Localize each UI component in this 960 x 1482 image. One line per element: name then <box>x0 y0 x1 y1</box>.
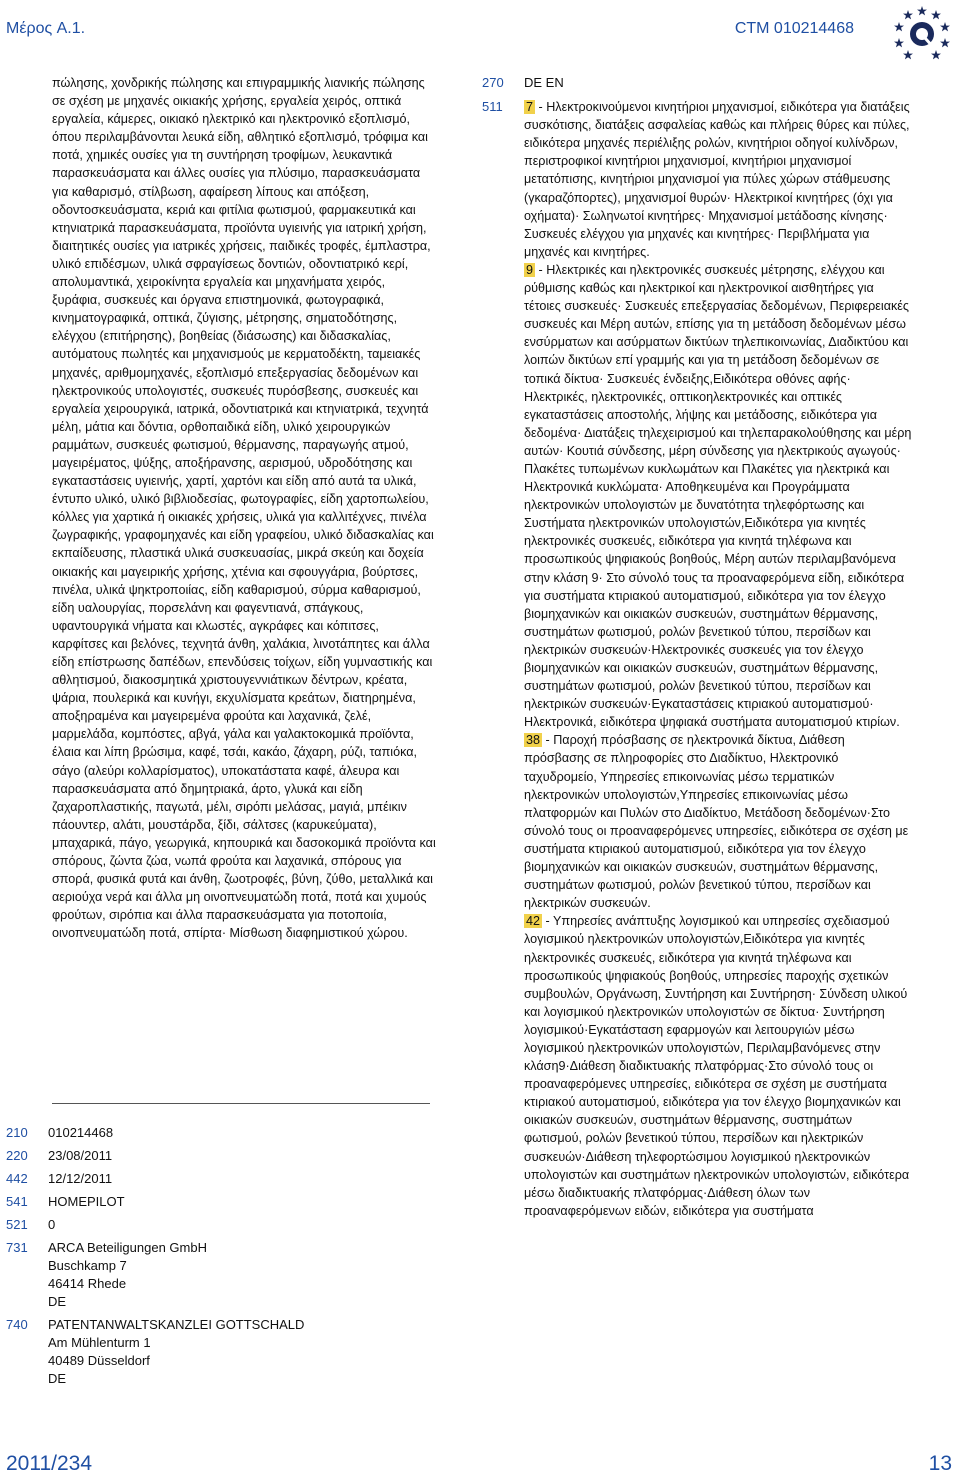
class-number-badge: 38 <box>526 733 541 748</box>
languages: DE EN <box>524 75 564 90</box>
part-label: Μέρος A.1. <box>6 20 86 37</box>
class-9 <box>524 261 912 731</box>
classes-column <box>482 74 912 1220</box>
meta-code: 731 <box>6 1240 28 1255</box>
class-description: - Παροχή πρόσβασης σε ηλεκτρονικά δίκτυα, Διάθεση πρόσβασης σε πληροφορίες στο Διαδίκτυο, Ηλεκτρονικό ταχυδρομείο, Υπηρεσίες επικοινωνίας μέσω τερματικών ηλεκτρονικών υπολογιστών,Υπηρεσίες επικοινωνίας μέσω πλατφορμών και Πυλών στο Διαδίκτυο, Μετάδοση δεδομένων·Στο σύνολό τους οι προαναφερόμενες υπηρεσίες, ειδικότερα σε σχέση με συστήματα κτιριακού αυτοματισμού, ειδικότερα για τον έλεγχο βιομηχανικών και οικιακών συσκευών, συστημάτων θέρμανσης, συστημάτων φωτισμού, ρολών βενετικού τύπου, περσίδων και ηλεκτρικών συσκευών. <box>524 733 909 911</box>
publication-date: 12/12/2011 <box>48 1171 113 1186</box>
class-description: - Ηλεκτροκινούμενοι κινητήριοι μηχανισμοί, ειδικότερα για διατάξεις συσκότισης, διατάξεις ασφαλείας καθώς και πλήρεις θύρες και πύλες, ειδικότερα μηχανές περιέλιξης ρολών, κινητήριοι οδηγοί κυλίνδρων, περιστροφικοί κινητήριοι μηχανισμοί, κινητήριοι μηχανισμοί μετατόπισης, κινητήριοι μηχανισμοί για πύλες χώρων στάθμευσης (γκαραζόπορτες), μηχανισμοί θυρών· Ηλεκτρικοί κινητήρες (όχι για οχήματα)· Σωληνωτοί κινητήρες· Μηχανισμοί μετάδοσης κίνησης· Συσκευές ελέγχου για μηχανές και κινητήρες· Περιβλήματα για μηχανές και κινητήρες. <box>524 100 910 259</box>
classes-body <box>524 98 912 1220</box>
meta-row-210 <box>6 1124 446 1142</box>
ctm-number: CTM 010214468 <box>734 20 854 37</box>
class-number-badge: 9 <box>526 262 534 277</box>
languages-row <box>482 74 912 92</box>
meta-code: 541 <box>6 1194 28 1209</box>
class-38 <box>524 731 912 912</box>
representative-address: PATENTANWALTSKANZLEI GOTTSCHALD Am Mühlenturm 1 40489 Düsseldorf DE <box>48 1317 305 1386</box>
metadata-list <box>6 1124 446 1393</box>
class-42 <box>524 912 912 1220</box>
class-number-badge: 7 <box>526 100 534 115</box>
meta-row-521 <box>6 1216 446 1234</box>
meta-row-740 <box>6 1316 446 1388</box>
class-number-badge: 42 <box>526 914 541 929</box>
meta-code: 521 <box>6 1217 28 1232</box>
meta-code: 210 <box>6 1125 28 1140</box>
ohim-logo-icon <box>892 4 952 64</box>
class-description: - Υπηρεσίες ανάπτυξης λογισμικού και υπηρεσίες σχεδιασμού λογισμικού ηλεκτρονικών υπολογιστών,Ειδικότερα για κινητές ηλεκτρονικές συσκευές, ειδικότερα για κινητά τηλέφωνα και προσωπικούς ψηφιακούς βοηθούς, υπηρεσίες παροχής σχετικών συμβουλών, Οργάνωση, Συντήρηση και Συντήρηση· Σύνδεση υλικού και λογισμικού ηλεκτρονικών υπολογιστών σε δίκτυα· Συντήρηση λογισμικού·Εγκατάσταση εφαρμογών και λειτουργιών μέσω λογισμικού ηλεκτρονικών υπολογιστών, Περιλαμβανόμενες στην κλάση9·Διάθεση διαδικτυακής πλατφόρμας·Στο σύνολό τους οι προαναφερόμενες υπηρεσίες, ειδικότερα σε σχέση με συστήματα κτιριακού αυτοματισμού, ειδικότερα για τον έλεγχο βιομηχανικών και οικιακών συσκευών, συστημάτων θέρμανσης, συστημάτων φωτισμού, ρολών βενετικού τύπου, περσίδων και ηλεκτρικών συσκευών·Διάθεση τηλεφορτώσιμου λογισμικού ηλεκτρονικών υπολογιστών και συστημάτων ηλεκτρονικών υπολογιστών, ειδικότερα μέσω διαδικτυακής πλατφόρμας·Διάθεση όλων των προαναφερόμενων ειδών, ειδικότερα για συστήματα <box>524 914 910 1218</box>
goods-services-text: πώλησης, χονδρικής πώλησης και επιγραμμικής λιανικής πώλησης σε σχέση με μηχανές οικιακής χρήσης, εργαλεία χειρός, οπτικά εργαλεία, κάμερες, οικιακό ηλεκτρικό και ηλεκτρονικό εξοπλισμό, όπου περιλαμβάνονται λευκά είδη, αθλητικό εξοπλισμό, τρόφιμα και ποτά, χημικές ουσίες για τη συντήρηση τροφίμων, λευκαντικά παρασκευάσματα και άλλες ουσίες για πλύσιμο, παρασκευάσματα για καθαρισμό, στίλβωση, αφαίρεση λίπους και απόξεση, οδοντοσκευάσματα, κεριά και φιτίλια φωτισμού, φαρμακευτικά και κτηνιατρικά παρασκευάσματα, προϊόντα υγιεινής για ιατρική χρήση, διαιτητικές ουσίες για ιατρικές χρήσεις, παιδικές τροφές, έμπλαστρα, υλικό επιδέσμων, υλικά σφραγίσεως δοντιών, οδοντιατρικό κερί, απολυμαντικά, χειροκίνητα εργαλεία και μηχανήματα χειρός, ξυράφια, συσκευές και όργανα επιστημονικά, φωτογραφικά, κινηματογραφικά, οπτικά, ζύγισης, μέτρησης, σηματοδότησης, ελέγχου (επιτήρησης), βοηθείας (διάσωσης) και διδασκαλίας, αυτόματους πωλητές και μηχανισμούς με κερματοδέκτη, ταμειακές μηχανές, αριθμομηχανές, εξοπλισμό επεξεργασίας δεδομένων και ηλεκτρονικούς υπολογιστές, συσκευές πυρόσβεσης, συσκευές και εργαλεία χειρουργικά, ιατρικά, οδοντιατρικά και κτηνιατρικά, τεχνητά μέλη, μάτια και δόντια, ορθοπαιδικά είδη, υλικό χειρουργικών ραμμάτων, συσκευές φωτισμού, θέρμανσης, παραγωγής ατμού, μαγειρέματος, ψύξης, αποξήρανσης, αερισμού, υδροδότησης και εγκαταστάσεις υγιεινής, χαρτί, χαρτόνι και είδη από αυτά τα υλικά, έντυπο υλικό, υλικό βιβλιοδεσίας, φωτογραφίες, είδη χαρτοπωλείου, κόλλες για χαρτικά ή οικιακές χρήσεις, υλικά για καλλιτέχνες, πινέλα ζωγραφικής, γραφομηχανές και είδη γραφείου, υλικό διδασκαλίας και εκπαίδευσης, πλαστικά υλικά συσκευασίας, μικρά σκεύη και δοχεία οικιακής και μαγειρικής χρήσης, χτένια και σφουγγάρια, βούρτσες, πινέλα, υλικά ψηκτροποιίας, είδη καθαρισμού, σύρμα καθαρισμού, είδη υαλουργίας, πορσελάνη και φαγεντιανά, σπάγκους, υφαντουργικά νήματα και κλωστές, αγκράφες και κόπιτσες, καρφίτσες και βελόνες, τεχνητά άνθη, χαλάκια, λινοτάπητες και άλλα είδη επίστρωσης δαπέδων, επενδύσεις τοίχων, είδη γυμναστικής και αθλητισμού, διακοσμητικά χριστουγεννιάτικων δέντρων, κρέατα, ψάρια, πουλερικά και κυνήγι, εκχυλίσματα κρεάτων, διατηρημένα, αποξηραμένα και μαγειρεμένα φρούτα και λαχανικά, ζελέ, μαρμελάδα, κομπόστες, αβγά, γάλα και γαλακτοκομικά προϊόντα, έλαια και λίπη βρώσιμα, καφέ, τσάι, κακάο, ζάχαρη, ρύζι, ταπιόκα, σάγο (αλεύρι κολλαρίσματος), υποκατάστατα καφέ, άλευρα και παρασκευάσματα από δημητριακά, άρτο, γλυκά και είδη ζαχαροπλαστικής, παγωτά, μέλι, σιρόπι μελάσας, μαγιά, μπέικιν πάουντερ, αλάτι, μουστάρδα, ξίδι, σάλτσες (καρυκεύματα), μπαχαρικά, πάγο, γεωργικά, κηπουρικά και δασοκομικά προϊόντα και σπόρους, ζώντα ζώα, νωπά φρούτα και λαχανικά, σπόρους για σπορά, φυσικά φυτά και άνθη, ζωοτροφές, βύνη, ζύθο, μεταλλικά και αεριούχα νερά και άλλα μη οινοπνευματώδη ποτά, ποτά και χυμούς φρούτων, σιρόπια και άλλα παρασκευάσματα για ποτοποιία, οινοπνευματώδη ποτά, σπίρτα· Μίσθωση διαφημιστικού χώρου. <box>52 76 436 941</box>
class-7 <box>524 98 912 261</box>
classes-row <box>482 98 912 1220</box>
code-511: 511 <box>482 99 503 115</box>
meta-code: 740 <box>6 1317 28 1332</box>
applicant-address: ARCA Beteiligungen GmbH Buschkamp 7 46414 Rhede DE <box>48 1240 207 1309</box>
filing-date: 23/08/2011 <box>48 1148 113 1163</box>
code-270: 270 <box>482 75 504 90</box>
class-description: - Ηλεκτρικές και ηλεκτρονικές συσκευές μέτρησης, ελέγχου και ρύθμισης καθώς και ηλεκτρικοί και ηλεκτρονικοί αισθητήρες για τέτοιες συσκευές· Συσκευές επεξεργασίας δεδομένων, Περιφερειακές συσκευές και Μέρη αυτών, επίσης για τη μετάδοση δεδομένων μέσω ενσύρματων και ασύρματων δικτύων τηλεπικοινωνίας, Διαδικτύου και λοιπών δικτύων επί γραμμής και για τη μετάδοση δεδομένων σε τοπικά δίκτυα· Συσκευές ένδειξης,Ειδικότερα οθόνες αφής· Ηλεκτρικές, ηλεκτρονικές, οπτικοηλεκτρονικές και οπτικές εγκαταστάσεις αποστολής, λήψης και μετάδοσης, ειδικότερα για δεδομένα· Διατάξεις τηλεχειρισμού και τηλεπαρακολούθησης και μέρη αυτών· Κουτιά σύνδεσης, μέρη σύνδεσης για ηλεκτρικούς αγωγούς· Πλακέτες τυπωμένων κυκλωμάτων και Πλακέτες για ηλεκτρικά και Ηλεκτρονικά κυκλώματα· Αποθηκευμένα και Προγράμματα ηλεκτρονικών υπολογιστών με δυνατότητα τηλεφόρτωσης και Συστήματα ηλεκτρονικών υπολογιστών,Ειδικότερα για κινητές ηλεκτρονικές συσκευές, ειδικότερα για κινητά τηλέφωνα και προσωπικούς ψηφιακούς βοηθούς, Μέρη αυτών περιλαμβανόμενα στην κλάση 9· Στο σύνολό τους τα προαναφερόμενα είδη, ειδικότερα για συστήματα κτιριακού αυτοματισμού, ειδικότερα για τον έλεγχο βιομηχανικών και οικιακών συσκευών, συστημάτων θέρμανσης, συστημάτων φωτισμού, ρολών βενετικού τύπου, περσίδων και ηλεκτρικών συσκευών·Ηλεκτρονικές συσκευές για τον έλεγχο βιομηχανικών και οικιακών συσκευών, συστημάτων θέρμανσης, συστημάτων φωτισμού, ρολών βενετικού τύπου, περσίδων και ηλεκτρικών συσκευών·Εγκαταστάσεις κτιριακού αυτοματισμού· Ηλεκτρονικά, ειδικότερα ψηφιακά συστήματα αυτοματισμού κτιρίων. <box>524 262 912 730</box>
meta-code: 442 <box>6 1171 28 1186</box>
meta-code: 220 <box>6 1148 28 1163</box>
meta-row-541 <box>6 1193 446 1211</box>
meta-row-442 <box>6 1170 446 1188</box>
section-divider <box>52 1103 430 1104</box>
meta-row-731 <box>6 1239 446 1311</box>
bulletin-number: 2011/234 <box>6 1452 93 1475</box>
filing-number: 010214468 <box>48 1125 114 1140</box>
distinctiveness-value: 0 <box>48 1217 56 1232</box>
meta-row-220 <box>6 1147 446 1165</box>
page-number: 13 <box>928 1452 952 1475</box>
mark-name: HOMEPILOT <box>48 1194 125 1209</box>
